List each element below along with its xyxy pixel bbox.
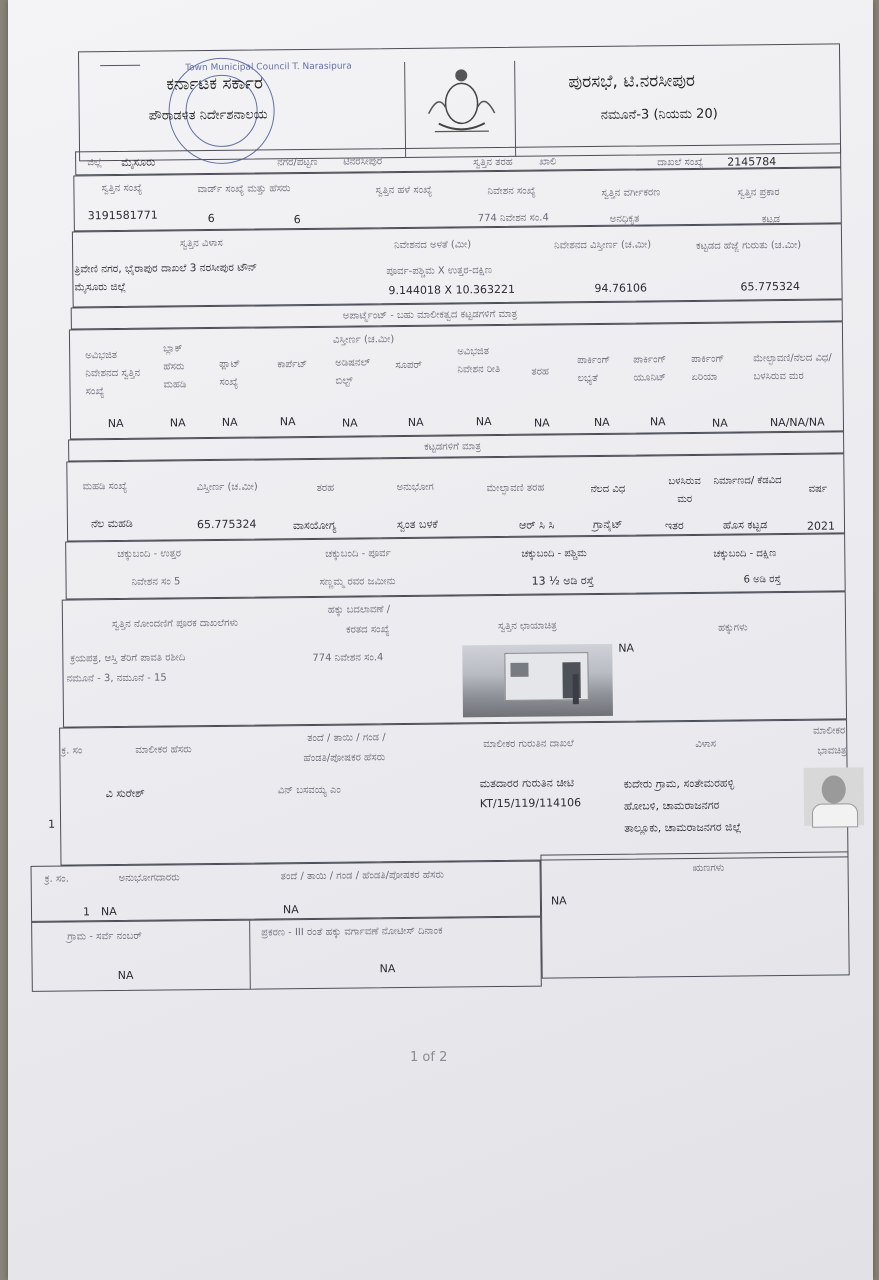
document-page bbox=[8, 0, 873, 1280]
apartment-area-group-label: ವಿಸ್ತೀರ್ಣ (ಚ.ಮೀ) bbox=[332, 334, 395, 346]
building-header-2: ವಿಸ್ತೀರ್ಣ (ಚ.ಮೀ) bbox=[196, 481, 258, 494]
building-value-6: ಗ್ರಾನೈಟ್ bbox=[592, 517, 623, 532]
ward-no-value: 6 bbox=[207, 211, 215, 226]
documents-label: ಸ್ವತ್ತಿನ ನೋಂದಣಿಗೆ ಪೂರಕ ದಾಖಲೆಗಳು bbox=[111, 617, 239, 631]
building-value-3: ವಾಸಯೋಗ್ಯ bbox=[292, 518, 337, 533]
building-header-4: ಅನುಭೋಗ bbox=[396, 481, 434, 494]
occupant-name-label: ಅನುಭೋಗದಾರರು bbox=[118, 872, 180, 885]
transfer-label-1: ಹಕ್ಕು ಬದಲಾವಣೆ / bbox=[327, 604, 391, 616]
address-label: ಸ್ವತ್ತಿನ ವಿಳಾಸ bbox=[179, 237, 223, 250]
owner-photo bbox=[804, 767, 865, 826]
property-no-value: 3191581771 bbox=[87, 208, 158, 223]
owner-sl-value: 1 bbox=[48, 817, 56, 831]
building-header-6: ನೆಲದ ವಿಧ bbox=[590, 483, 626, 496]
owner-address-value-1: ಕುದೇರು ಗ್ರಾಮ, ಸಂತೇಮರಹಳ್ಳಿ bbox=[623, 776, 735, 791]
property-kind-value: ಕಟ್ಟಡ bbox=[761, 214, 780, 226]
property-type-value: ಖಾಲಿ bbox=[539, 156, 557, 168]
occupant-name-value: NA bbox=[100, 905, 117, 919]
building-header-1: ಮಹಡಿ ಸಂಖ್ಯೆ bbox=[82, 480, 128, 493]
liabilities-value: NA bbox=[550, 894, 567, 908]
occupant-sl-label: ಕ್ರ. ಸಂ. bbox=[44, 873, 69, 885]
apartment-value-4: NA bbox=[279, 415, 296, 429]
transfer-value: 774 ನಿವೇಶನ ಸಂ.4 bbox=[312, 652, 384, 664]
documents-value-1: ಕ್ರಯಪತ್ರ, ಆಸ್ತಿ ತೆರಿಗೆ ಪಾವತಿ ರಶೀದಿ bbox=[70, 652, 186, 665]
address-value-2: ಮೈಸೂರು ಜಿಲ್ಲೆ bbox=[74, 280, 127, 294]
boundary-west-label: ಚಕ್ಕುಬಂದಿ - ಪಶ್ಚಿಮ bbox=[521, 548, 587, 560]
apartment-header-9: ಪಾರ್ಕಿಂಗ್ ಲಭ್ಯತೆ bbox=[577, 354, 611, 385]
photo-label: ಸ್ವತ್ತಿನ ಛಾಯಾಚಿತ್ರ bbox=[497, 620, 557, 633]
apartment-value-10: NA bbox=[649, 415, 666, 429]
apartment-header-12: ಮೇಲ್ಛಾವಣಿ/ನೆಲದ ವಿಧ/ಬಳಸಿರುವ ಮರ bbox=[753, 352, 832, 383]
documents-value-2: ನಮೂನೆ - 3, ನಮೂನೆ - 15 bbox=[66, 672, 167, 685]
apartment-value-2: NA bbox=[169, 416, 186, 430]
govt-title: ಕರ್ನಾಟಕ ಸರ್ಕಾರ bbox=[166, 73, 263, 95]
boundary-north-value: ನಿವೇಶನ ಸಂ 5 bbox=[131, 576, 181, 588]
document-no-value: 2145784 bbox=[727, 155, 777, 169]
boundary-south-label: ಚಕ್ಕುಬಂದಿ - ದಕ್ಷಿಣ bbox=[713, 548, 777, 560]
apartment-value-5: NA bbox=[341, 416, 358, 430]
property-no-label: ಸ್ವತ್ತಿನ ಸಂಖ್ಯೆ bbox=[101, 182, 143, 195]
dims-label: ನಿವೇಶನದ ಅಳತೆ (ಮೀ) bbox=[393, 239, 472, 252]
building-value-2: 65.775324 bbox=[196, 517, 257, 532]
property-kind-label: ಸ್ವತ್ತಿನ ಪ್ರಕಾರ bbox=[737, 187, 780, 199]
owner-photo-label-2: ಭಾವಚಿತ್ರ bbox=[817, 745, 847, 757]
apartment-value-1: NA bbox=[107, 416, 124, 431]
boundaries-table bbox=[65, 533, 846, 599]
apartment-title: ಅಪಾರ್ಟ್ಮೆಂಟ್ - ಬಹು ಮಾಲೀಕತ್ವದ ಕಟ್ಟಡಗಳಿಗೆ ಮಾತ್ರ bbox=[342, 308, 518, 322]
old-no-value: 774 ನಿವೇಶನ ಸಂ.4 bbox=[477, 212, 549, 225]
built-area-value: 65.775324 bbox=[740, 279, 801, 294]
apartment-value-9: NA bbox=[593, 415, 610, 430]
apartment-header-3: ಫ್ಲಾಟ್ ಸಂಖ್ಯೆ bbox=[219, 358, 241, 388]
building-value-4: ಸ್ವಂತ ಬಳಕೆ bbox=[396, 517, 438, 532]
owner-address-value-2: ಹೋಬಳಿ, ಚಾಮರಾಜನಗರ bbox=[623, 798, 720, 813]
occupant-father-value: NA bbox=[282, 903, 299, 917]
classification-label: ಸ್ವತ್ತಿನ ವರ್ಗೀಕರಣ bbox=[601, 187, 661, 199]
building-header-9: ವರ್ಷ bbox=[808, 483, 828, 495]
dims-value: 9.144018 X 10.363221 bbox=[388, 282, 516, 298]
case-value: NA bbox=[379, 962, 396, 976]
building-title: ಕಟ್ಟಡಗಳಿಗೆ ಮಾತ್ರ bbox=[424, 441, 481, 453]
owner-name-value: ವಿ ಸುರೇಶ್ bbox=[105, 786, 145, 801]
city-label: ನಗರ/ಪಟ್ಟಣ bbox=[277, 156, 318, 169]
boundary-east-value: ಸಣ್ಣಮ್ಮ ರವರ ಜಮೀನು bbox=[319, 576, 396, 588]
apartment-header-5: ಅಡಿಷನಲ್ ಬಿಲ್ಟ್ bbox=[335, 357, 371, 387]
built-area-label: ಕಟ್ಟಡದ ಹೆಜ್ಜೆ ಗುರುತು (ಚ.ಮೀ) bbox=[696, 239, 802, 252]
site-area-label: ನಿವೇಶನದ ವಿಸ್ತೀರ್ಣ (ಚ.ಮೀ) bbox=[554, 239, 652, 252]
page-number: 1 of 2 bbox=[410, 1050, 448, 1065]
apartment-header-8: ತರಹ bbox=[531, 366, 549, 378]
apartment-value-11: NA bbox=[711, 416, 728, 430]
apartment-value-7: NA bbox=[475, 415, 492, 429]
apartment-header-11: ಪಾರ್ಕಿಂಗ್ ಏರಿಯಾ bbox=[691, 353, 725, 383]
building-value-9: 2021 bbox=[806, 519, 836, 533]
municipality-title: ಪುರಸಭೆ, ಟಿ.ನರಸೀಪುರ bbox=[568, 70, 696, 93]
district-value: ಮೈಸೂರು bbox=[121, 155, 156, 169]
owner-photo-label-1: ಮಾಲೀಕರ bbox=[813, 725, 846, 737]
building-value-8: ಹೊಸ ಕಟ್ಟಡ bbox=[722, 518, 768, 532]
apartment-header-7: ಅವಿಭಜಿತ ನಿವೇಶನ ರೀತಿ bbox=[457, 346, 501, 376]
document-no-label: ದಾಖಲೆ ಸಂಖ್ಯೆ bbox=[657, 156, 704, 169]
building-value-1: ನೆಲ ಮಹಡಿ bbox=[90, 516, 133, 531]
city-value: ಟಿನರಸೀಪುರ bbox=[343, 156, 383, 168]
owner-id-value-2: KT/15/119/114106 bbox=[479, 796, 582, 811]
apartment-value-8: NA bbox=[533, 416, 550, 430]
site-no-label: ನಿವೇಶನ ಸಂಖ್ಯೆ bbox=[487, 185, 536, 198]
apartment-header-1: ಅವಿಭಜಿತ ನಿವೇಶನದ ಸ್ವತ್ತಿನ ಸಂಖ್ಯೆ bbox=[85, 350, 141, 398]
site-area-value: 94.76106 bbox=[594, 281, 648, 295]
owner-father-label-1: ತಂದೆ / ತಾಯಿ / ಗಂಡ / bbox=[307, 732, 386, 745]
occupant-father-label: ತಂದೆ / ತಾಯಿ / ಗಂಡ / ಹೆಂಡತಿ/ಪೋಷಕರ ಹೆಸರು bbox=[280, 869, 444, 883]
property-type-label: ಸ್ವತ್ತಿನ ತರಹ bbox=[473, 156, 513, 169]
boundary-east-label: ಚಕ್ಕುಬಂದಿ - ಪೂರ್ವ bbox=[325, 548, 391, 560]
address-value-1: ತ್ರಿವೇಣಿ ನಗರ, ಭೈರಾಪುರ ದಾಖಲೆ 3 ನರಸೀಪುರ ಟೌನ್ bbox=[74, 261, 258, 276]
building-value-5: ಆರ್ ಸಿ ಸಿ bbox=[518, 518, 555, 532]
apartment-value-12: NA/NA/NA bbox=[769, 415, 825, 430]
state-emblem-icon bbox=[418, 63, 505, 144]
owner-father-value: ವಿನ್ ಬಸವಯ್ಯ ಎಂ bbox=[277, 784, 341, 797]
property-photo bbox=[462, 644, 613, 718]
apartment-header-2: ಬ್ಲಾಕ್ ಹೆಸರು ಮಹಡಿ bbox=[163, 343, 187, 391]
seal-text: Town Municipal Council T. Narasipura bbox=[185, 61, 352, 74]
case-label: ಪ್ರಕರಣ - III ರಂತೆ ಹಕ್ಕು ವರ್ಗಾವಣೆ ನೋಟೀಸ್ ದಿನಾಂಕ bbox=[261, 925, 443, 939]
old-no-label: ಸ್ವತ್ತಿನ ಹಳೆ ಸಂಖ್ಯೆ bbox=[375, 184, 433, 197]
rights-value: NA bbox=[618, 641, 635, 655]
owner-address-label: ವಿಳಾಸ bbox=[695, 738, 717, 750]
property-id-row bbox=[73, 167, 842, 231]
dept-title: ಪೌರಾಡಳಿತ ನಿರ್ದೇಶನಾಲಯ bbox=[148, 107, 268, 124]
ward-label: ವಾರ್ಡ್ ಸಂಖ್ಯೆ ಮತ್ತು ಹೆಸರು bbox=[197, 183, 291, 196]
building-header-8: ನಿರ್ಮಾಣದ/ ಕೆಡವಿದ bbox=[713, 475, 782, 487]
apartment-value-6: NA bbox=[407, 415, 424, 429]
apartment-header-10: ಪಾರ್ಕಿಂಗ್ ಯೂನಿಟ್ bbox=[633, 354, 667, 384]
owner-id-value-1: ಮತದಾರರ ಗುರುತಿನ ಚೀಟಿ bbox=[479, 776, 575, 791]
owner-id-label: ಮಾಲೀಕರ ಗುರುತಿನ ದಾಖಲೆ bbox=[483, 738, 574, 751]
village-value: NA bbox=[117, 968, 134, 983]
building-header-3: ತರಹ bbox=[316, 482, 335, 494]
district-label: ಜಿಲ್ಲೆ bbox=[87, 157, 103, 169]
owner-father-label-2: ಹೆಂಡತಿ/ಪೋಷಕರ ಹೆಸರು bbox=[303, 752, 386, 765]
liabilities-label: ಋಣಗಳು bbox=[692, 862, 725, 875]
form-number: ನಮೂನೆ-3 (ನಿಯಮ 20) bbox=[600, 106, 718, 123]
owner-table bbox=[59, 719, 848, 865]
boundary-north-label: ಚಕ್ಕುಬಂದಿ - ಉತ್ತರ bbox=[117, 548, 182, 561]
owner-sl-label: ಕ್ರ. ಸಂ bbox=[61, 745, 83, 757]
owner-name-label: ಮಾಲೀಕರ ಹೆಸರು bbox=[135, 744, 192, 756]
boundary-west-value: 13 ½ ಅಡಿ ರಸ್ತೆ bbox=[531, 574, 595, 588]
building-header-7: ಬಳಸಿರುವ ಮರ bbox=[668, 475, 701, 506]
transfer-label-2: ಕರತದ ಸಂಖ್ಯೆ bbox=[346, 624, 390, 636]
apartment-value-3: NA bbox=[221, 415, 238, 429]
occupant-sl-value: 1 bbox=[82, 905, 91, 919]
dims-sub-label: ಪೂರ್ವ-ಪಶ್ಚಿಮ X ಉತ್ತರ-ದಕ್ಷಿಣ bbox=[386, 265, 493, 278]
owner-address-value-3: ತಾಲ್ಲೂಕು, ಚಾಮರಾಜನಗರ ಜಿಲ್ಲೆ bbox=[624, 820, 742, 835]
building-header-5: ಮೇಲ್ಛಾವಣಿ ತರಹ bbox=[486, 482, 545, 495]
apartment-header-6: ಸೂಪರ್ bbox=[395, 359, 423, 372]
apartment-header-4: ಕಾರ್ಪೆಟ್ bbox=[277, 359, 308, 371]
ward-name-value: 6 bbox=[293, 213, 301, 227]
building-value-7: ಇತರ bbox=[664, 519, 684, 533]
village-label: ಗ್ರಾಮ - ಸರ್ವೆ ನಂಬರ್ bbox=[67, 930, 142, 943]
rights-label: ಹಕ್ಕುಗಳು bbox=[718, 622, 748, 634]
boundary-south-value: 6 ಅಡಿ ರಸ್ತೆ bbox=[743, 574, 782, 586]
property-form bbox=[20, 43, 850, 997]
classification-value: ಅನಧಿಕೃತ bbox=[609, 213, 640, 225]
